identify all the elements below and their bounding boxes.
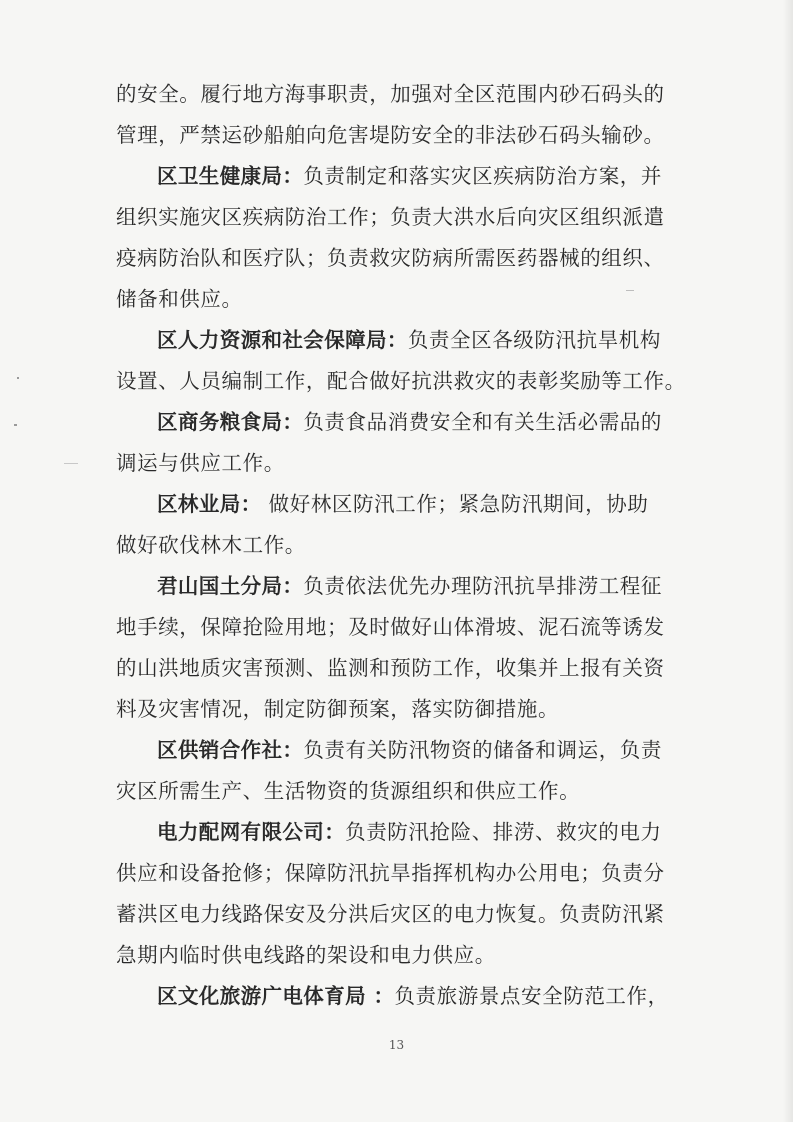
text-line: 料及灾害情况，制定防御预案，落实防御措施。 — [116, 697, 560, 721]
text-segment: 做好林区防汛工作；紧急防汛期间，协助 — [261, 492, 649, 516]
paragraph-commerce-bureau — [116, 402, 676, 443]
text-line: 地手续，保障抢险用地；及时做好山体滑坡、泥石流等诱发 — [116, 615, 665, 639]
scan-speck — [17, 377, 19, 379]
section-heading: 区商务粮食局： — [157, 410, 304, 434]
paragraph-culture-tourism-bureau — [116, 976, 676, 1017]
text-line: 管理，严禁运砂船舶向危害堤防安全的非法砂石码头输砂。 — [116, 123, 665, 147]
text-segment: 负责旅游景点安全防范工作， — [394, 984, 669, 1008]
text-line: 疫病防治队和医疗队；负责救灾防病所需医药器械的组织、 — [116, 246, 665, 270]
scan-speck — [626, 290, 634, 291]
text-segment: 负责有关防汛物资的储备和调运，负责 — [303, 738, 663, 762]
text-line: 做好砍伐林木工作。 — [116, 533, 306, 557]
text-segment: 负责食品消费安全和有关生活必需品的 — [303, 410, 663, 434]
paragraph-health-bureau — [116, 156, 676, 197]
text-line: 储备和供应。 — [116, 287, 243, 311]
section-heading: 电力配网有限公司： — [157, 820, 346, 844]
scan-speck — [14, 424, 17, 426]
paragraph-supply-cooperative — [116, 730, 676, 771]
section-heading: 区供销合作社： — [157, 738, 304, 762]
text-segment: 负责全区各级防汛抗旱机构 — [407, 328, 662, 352]
text-line: 的安全。履行地方海事职责，加强对全区范围内砂石码头的 — [116, 82, 665, 106]
text-line: 组织实施灾区疾病防治工作；负责大洪水后向灾区组织派遣 — [116, 205, 665, 229]
section-heading: 区文化旅游广电体育局 ： — [157, 984, 395, 1008]
text-line: 蓄洪区电力线路保安及分洪后灾区的电力恢复。负责防汛紧 — [116, 902, 665, 926]
body-text — [116, 74, 686, 1017]
paragraph-forestry-bureau — [116, 484, 676, 525]
text-segment: 负责防汛抢险、排涝、救灾的电力 — [345, 820, 662, 844]
text-segment: 负责制定和落实灾区疾病防治方案，并 — [303, 164, 663, 188]
scan-edge-shadow — [783, 0, 793, 1122]
section-heading: 区人力资源和社会保障局： — [157, 328, 408, 352]
text-segment: 负责依法优先办理防汛抗旱排涝工程征 — [303, 574, 663, 598]
text-line: 的山洪地质灾害预测、监测和预防工作，收集并上报有关资 — [116, 656, 665, 680]
text-line: 灾区所需生产、生活物资的货源组织和供应工作。 — [116, 779, 581, 803]
paragraph-land-branch — [116, 566, 676, 607]
text-line: 急期内临时供电线路的架设和电力供应。 — [116, 943, 496, 967]
section-heading: 君山国土分局： — [157, 574, 304, 598]
paragraph-hr-bureau — [116, 320, 676, 361]
section-heading: 区卫生健康局： — [157, 164, 304, 188]
page-number: 13 — [388, 1038, 405, 1052]
section-heading: 区林业局： — [157, 492, 262, 516]
text-line: 调运与供应工作。 — [116, 451, 285, 475]
text-line: 设置、人员编制工作，配合做好抗洪救灾的表彰奖励等工作。 — [116, 369, 686, 393]
text-line: 供应和设备抢修；保障防汛抗旱指挥机构办公用电；负责分 — [116, 861, 665, 885]
scan-speck — [64, 463, 78, 464]
paragraph-power-company — [116, 812, 676, 853]
